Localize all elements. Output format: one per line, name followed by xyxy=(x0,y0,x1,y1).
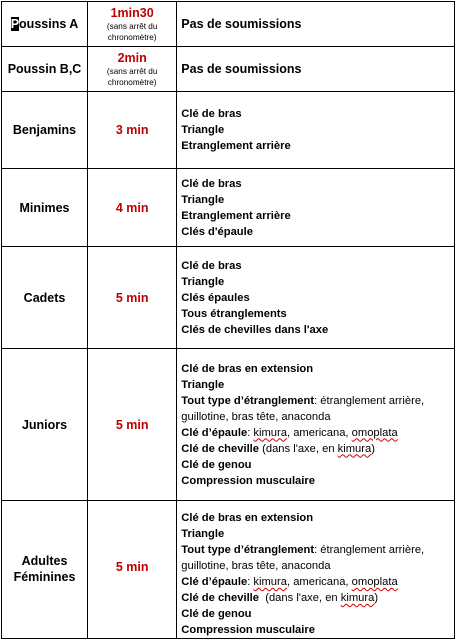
category-label: Benjamins xyxy=(12,123,77,137)
technique-item: Clé de genou xyxy=(181,608,252,620)
spellcheck-word: kimura xyxy=(340,592,375,604)
duration-value: 2min xyxy=(117,51,147,65)
technique-item-rest: : xyxy=(247,426,254,439)
technique-item: Clé de bras xyxy=(181,108,242,120)
technique-item-bold: Clé de cheville xyxy=(181,592,260,604)
category-cell[interactable] xyxy=(2,349,88,501)
techniques-cell[interactable] xyxy=(177,92,455,169)
category-label: Cadets xyxy=(23,290,66,305)
technique-item: Clés d'épaule xyxy=(181,225,253,238)
table-row xyxy=(2,169,455,247)
technique-item-rest: : étranglement arrière, xyxy=(314,544,425,556)
techniques-header: Pas de soumissions xyxy=(181,16,302,31)
duration-cell[interactable] xyxy=(88,501,177,639)
techniques-cell[interactable] xyxy=(177,501,455,639)
technique-item: Clé de bras en extension xyxy=(181,362,314,375)
category-label: Juniors xyxy=(21,417,68,432)
duration-cell[interactable] xyxy=(88,2,177,47)
category-cell[interactable] xyxy=(2,169,88,247)
technique-item-bold: Clé d’épaule xyxy=(181,426,248,439)
techniques-cell[interactable] xyxy=(177,247,455,349)
technique-item: Etranglement arrière xyxy=(181,209,291,222)
technique-item: Triangle xyxy=(181,193,225,206)
duration-cell[interactable] xyxy=(88,47,177,92)
technique-item: Clé de bras xyxy=(181,177,242,190)
technique-item-rest: , americana, xyxy=(286,426,352,439)
duration-value: 5 min xyxy=(115,290,149,305)
technique-item: Compression musculaire xyxy=(181,474,315,487)
techniques-header: Pas de soumissions xyxy=(181,61,302,76)
technique-item xyxy=(181,393,454,409)
duration-value: 4 min xyxy=(115,200,149,215)
spellcheck-word: omoplata xyxy=(351,426,398,439)
category-label: Adultes xyxy=(21,554,68,568)
table-row xyxy=(2,349,455,501)
category-cell[interactable] xyxy=(2,92,88,169)
technique-item xyxy=(181,425,454,441)
technique-item xyxy=(181,574,454,590)
duration-value: 3 min xyxy=(115,123,149,137)
technique-item: Clé de bras xyxy=(181,259,242,272)
duration-value: 5 min xyxy=(115,417,149,432)
technique-item xyxy=(181,441,454,457)
technique-item: Triangle xyxy=(181,124,225,136)
technique-item-rest: , americana, xyxy=(286,576,352,588)
technique-item: Clés de chevilles dans l'axe xyxy=(181,323,329,336)
duration-note: (sans arrêt du chronomètre) xyxy=(106,67,158,87)
table-row xyxy=(2,501,455,639)
duration-value: 1min30 xyxy=(110,6,154,20)
technique-item: guillotine, bras tête, anaconda xyxy=(181,560,331,572)
duration-value: 5 min xyxy=(115,560,149,574)
duration-cell[interactable] xyxy=(88,247,177,349)
rules-table xyxy=(1,1,455,639)
duration-cell[interactable] xyxy=(88,349,177,501)
technique-item: guillotine, bras tête, anaconda xyxy=(181,410,331,423)
technique-item-bold: Tout type d’étranglement xyxy=(181,394,315,407)
techniques-cell[interactable] xyxy=(177,349,455,501)
technique-item xyxy=(181,590,454,606)
technique-item: Triangle xyxy=(181,275,225,288)
category-cell[interactable] xyxy=(2,247,88,349)
spellcheck-word: omoplata xyxy=(351,576,398,588)
duration-cell[interactable] xyxy=(88,92,177,169)
technique-item: Compression musculaire xyxy=(181,624,315,636)
technique-item: Etranglement arrière xyxy=(181,140,291,152)
category-cell[interactable] xyxy=(2,501,88,639)
technique-item-bold: Tout type d’étranglement xyxy=(181,544,315,556)
technique-item-rest: ) xyxy=(374,592,379,604)
techniques-cell[interactable] xyxy=(177,47,455,92)
technique-item: Clé de bras en extension xyxy=(181,512,314,524)
table-row xyxy=(2,92,455,169)
category-label: Poussin B,C xyxy=(7,62,82,76)
table-row xyxy=(2,2,455,47)
spellcheck-word: kimura xyxy=(253,576,287,588)
technique-item-bold: Clé de cheville xyxy=(181,442,260,455)
spellcheck-word: kimura xyxy=(253,426,287,439)
category-label: Féminines xyxy=(13,570,76,584)
techniques-cell[interactable] xyxy=(177,169,455,247)
table-row xyxy=(2,247,455,349)
duration-note: (sans arrêt du chronomètre) xyxy=(106,22,158,42)
technique-item-bold: Clé d’épaule xyxy=(181,576,248,588)
technique-item: Triangle xyxy=(181,528,225,540)
duration-cell[interactable] xyxy=(88,169,177,247)
table-row xyxy=(2,47,455,92)
category-cell[interactable] xyxy=(2,2,88,47)
category-cell[interactable] xyxy=(2,47,88,92)
technique-item-rest: (dans l'axe, en xyxy=(259,592,341,604)
technique-item xyxy=(181,542,454,558)
technique-item: Clés épaules xyxy=(181,291,250,304)
technique-item: Clé de genou xyxy=(181,458,252,471)
technique-item-rest: : xyxy=(247,576,254,588)
category-label: Minimes xyxy=(19,200,70,215)
technique-item-rest: : étranglement arrière, xyxy=(314,394,425,407)
technique-item-rest: (dans l'axe, en xyxy=(259,442,338,455)
text-selection-highlight: P xyxy=(10,17,20,31)
technique-item-rest: ) xyxy=(371,442,375,455)
techniques-cell[interactable] xyxy=(177,2,455,47)
spellcheck-word: kimura xyxy=(337,442,372,455)
category-label: oussins A xyxy=(19,17,79,31)
technique-item: Triangle xyxy=(181,378,225,391)
technique-item: Tous étranglements xyxy=(181,307,287,320)
